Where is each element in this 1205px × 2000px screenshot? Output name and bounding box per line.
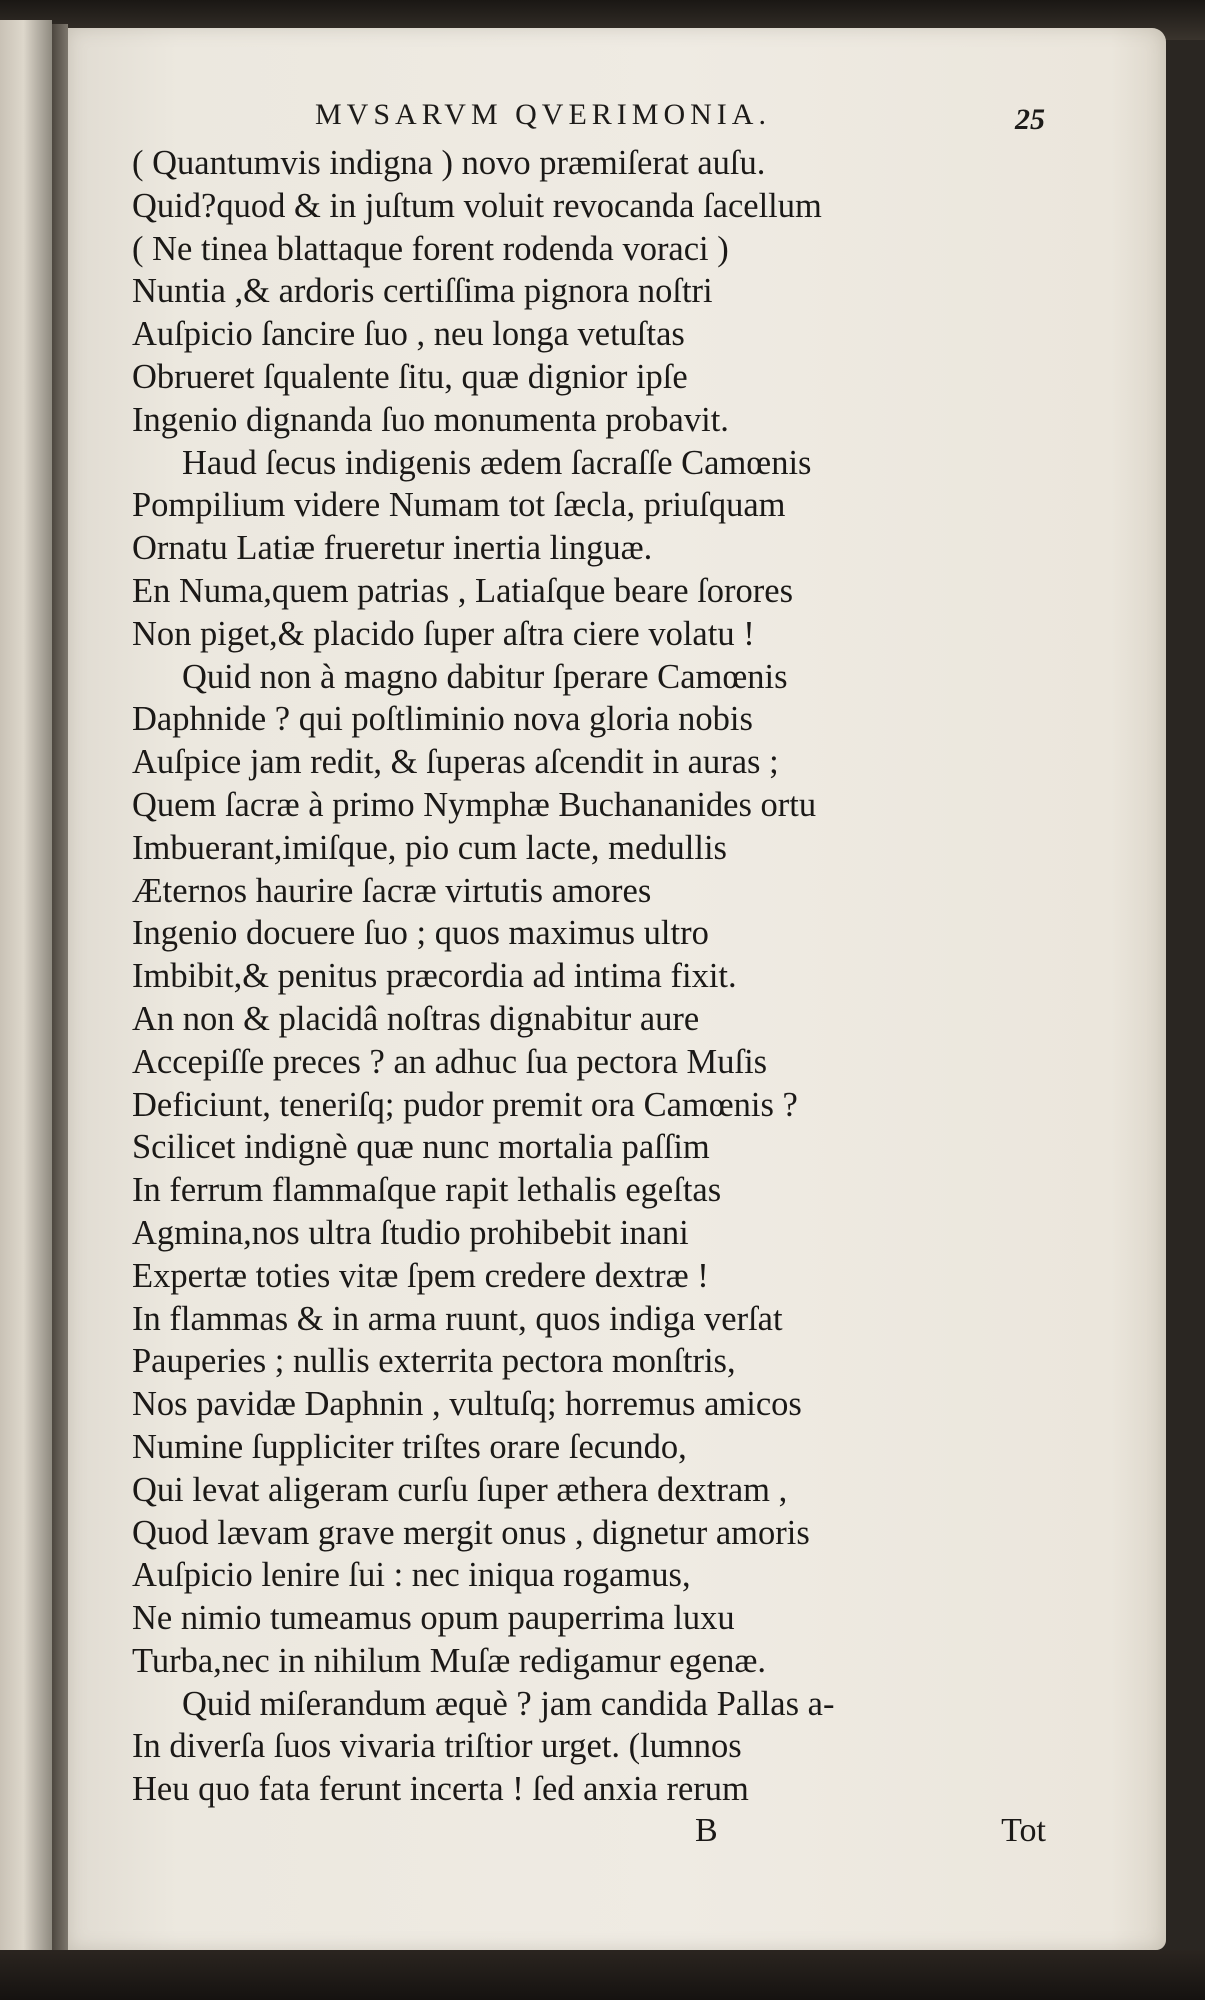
verse-line: Auſpicio lenire ſui : nec iniqua rogamus, <box>132 1556 691 1595</box>
page-number: 25 <box>1015 103 1045 136</box>
verse-line: Imbibit,& penitus præcordia ad intima fixit. <box>132 957 737 996</box>
verse-line: Æternos haurire ſacræ virtutis amores <box>132 871 652 910</box>
verse-line: An non & placidâ noſtras dignabitur aure <box>132 999 700 1038</box>
verse-line: Auſpice jam redit, & ſuperas aſcendit in auras ; <box>132 743 779 782</box>
signature-mark: B <box>695 1812 718 1849</box>
verse-line: Accepiſſe preces ? an adhuc ſua pectora Muſis <box>132 1042 768 1081</box>
verse-line: Ingenio dignanda ſuo monumenta probavit. <box>132 400 729 439</box>
verse-line: Ne nimio tumeamus opum pauperrima luxu <box>132 1599 735 1638</box>
verse-line: Quid non à magno dabitur ſperare Camœnis <box>182 657 788 696</box>
verse-text-block <box>132 142 1152 1811</box>
running-head: MVSARVM QVERIMONIA. <box>315 98 771 131</box>
verse-line: In ferrum flammaſque rapit lethalis egeſtas <box>132 1171 722 1210</box>
verse-line: Auſpicio ſancire ſuo , neu longa vetuſtas <box>132 315 685 354</box>
verse-line: Qui levat aligeram curſu ſuper æthera dextram , <box>132 1470 788 1509</box>
verse-line: Nuntia ,& ardoris certiſſima pignora noſtri <box>132 272 713 311</box>
verse-line: Quid?quod & in juſtum voluit revocanda ſacellum <box>132 186 822 225</box>
facing-page-edge <box>0 20 52 1980</box>
page-footer <box>132 1812 1052 1856</box>
verse-line: Scilicet indignè quæ nunc mortalia paſſim <box>132 1128 710 1167</box>
verse-line: Heu quo fata ferunt incerta ! ſed anxia rerum <box>132 1770 749 1809</box>
verse-line: In diverſa ſuos vivaria triſtior urget. (lumnos <box>132 1727 742 1766</box>
verse-line: En Numa,quem patrias , Latiaſque beare ſorores <box>132 571 793 610</box>
verse-line: Haud ſecus indigenis ædem ſacraſſe Camœnis <box>182 443 812 482</box>
verse-line: Agmina,nos ultra ſtudio prohibebit inani <box>132 1213 689 1252</box>
verse-line: Expertæ toties vitæ ſpem credere dextræ ! <box>132 1256 709 1295</box>
verse-line: ( Quantumvis indigna ) novo præmiſerat auſu. <box>132 144 766 182</box>
verse-line: Pompilium videre Numam tot ſæcla, priuſquam <box>132 486 786 525</box>
verse-line: Ornatu Latiæ frueretur inertia linguæ. <box>132 529 653 568</box>
verse-line: Quem ſacræ à primo Nymphæ Buchananides ortu <box>132 785 817 824</box>
verse-line: Ingenio docuere ſuo ; quos maximus ultro <box>132 914 709 953</box>
verse-line: Turba,nec in nihilum Muſæ redigamur egenæ. <box>132 1641 767 1680</box>
book-background-bottom <box>0 1950 1205 2000</box>
verse-line: Deficiunt, teneriſq; pudor premit ora Camœnis ? <box>132 1085 798 1124</box>
verse-line: Non piget,& placido ſuper aſtra ciere volatu ! <box>132 614 755 653</box>
catchword: Tot <box>1001 1812 1046 1849</box>
verse-line: In flammas & in arma ruunt, quos indiga verſat <box>132 1299 783 1338</box>
verse-line: Quid miſerandum æquè ? jam candida Pallas a- <box>182 1684 835 1723</box>
verse-line: Pauperies ; nullis exterrita pectora monſtris, <box>132 1342 736 1381</box>
verse-line: Imbuerant,imiſque, pio cum lacte, medullis <box>132 828 727 867</box>
book-gutter <box>52 24 68 1976</box>
verse-line: Quod lævam grave mergit onus , dignetur amoris <box>132 1513 810 1552</box>
verse-line: Obrueret ſqualente ſitu, quæ dignior ipſe <box>132 357 688 396</box>
verse-line: Nos pavidæ Daphnin , vultuſq; horremus amicos <box>132 1385 802 1424</box>
verse-line: Daphnide ? qui poſtliminio nova gloria nobis <box>132 700 753 739</box>
verse-line: Numine ſuppliciter triſtes orare ſecundo, <box>132 1427 687 1466</box>
verse-line: ( Ne tinea blattaque forent rodenda voraci ) <box>132 229 729 268</box>
